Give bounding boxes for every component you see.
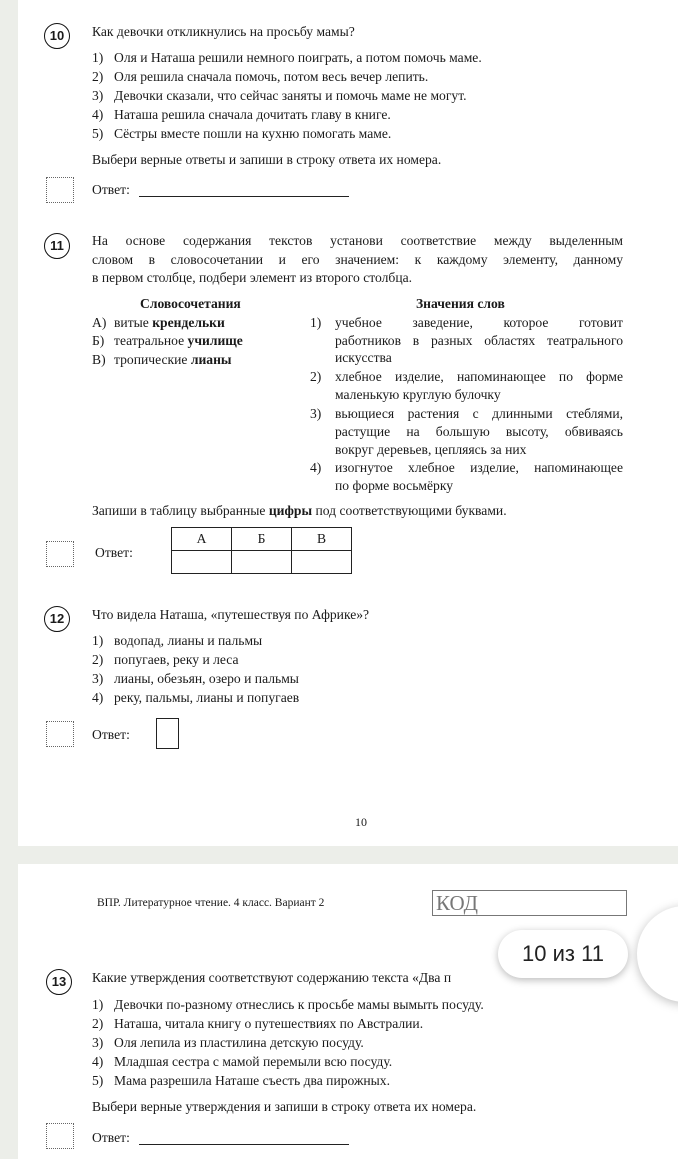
answer-cell-a[interactable] — [172, 551, 232, 574]
answer-line[interactable] — [139, 1144, 349, 1145]
question-11-text-line: словом в словосочетании и его значением: к каждому элементу, данному — [92, 252, 623, 267]
score-box — [46, 177, 74, 203]
answer-box[interactable] — [156, 718, 179, 749]
question-number-13: 13 — [46, 969, 72, 995]
option: 5) Сёстры вместе пошли на кухню помогать маме. — [92, 126, 392, 141]
answer-cell-v[interactable] — [292, 551, 352, 574]
meaning-number: 1) — [310, 315, 322, 330]
answer-table — [171, 527, 352, 574]
phrase-item: А) витые крендельки — [92, 315, 225, 330]
code-field[interactable]: КОД — [432, 890, 627, 916]
table-header-b: Б — [232, 528, 292, 551]
answer-line[interactable] — [139, 196, 349, 197]
table-header-a: А — [172, 528, 232, 551]
answer-label: Ответ: — [92, 727, 130, 742]
answer-label: Ответ: — [92, 182, 130, 197]
option: 3) Девочки сказали, что сейчас заняты и помочь маме не могут. — [92, 88, 467, 103]
question-number-12: 12 — [44, 606, 70, 632]
meaning-number: 2) — [310, 369, 322, 384]
page-header: ВПР. Литературное чтение. 4 класс. Вариант 2 — [97, 897, 325, 909]
question-11-text-line: в первом столбце, подбери элемент из второго столбца. — [92, 270, 413, 285]
page-indicator: 10 из 11 — [498, 930, 628, 978]
phrase-item: Б) театральное училище — [92, 333, 243, 348]
question-10-instruction: Выбери верные ответы и запиши в строку ответа их номера. — [92, 152, 442, 167]
column-header-meanings: Значения слов — [416, 296, 505, 311]
option: 2) Оля решила сначала помочь, потом весь вечер лепить. — [92, 69, 429, 84]
option: 3) Оля лепила из пластилина детскую посуду. — [92, 1035, 364, 1050]
column-header-phrases: Словосочетания — [140, 296, 241, 311]
phrase-item: В) тропические лианы — [92, 352, 232, 367]
meaning-line: вокруг деревьев, цепляясь за них — [335, 442, 527, 457]
option: 1) Девочки по-разному отнеслись к просьбе мамы вымыть посуду. — [92, 997, 484, 1012]
meaning-line: маленькую круглую булочку — [335, 387, 501, 402]
answer-label: Ответ: — [92, 1130, 130, 1145]
option: 4) Наташа решила сначала дочитать главу в книге. — [92, 107, 391, 122]
option: 1) Оля и Наташа решили немного поиграть, а потом помочь маме. — [92, 50, 482, 65]
option: 3) лианы, обезьян, озеро и пальмы — [92, 671, 299, 686]
option: 1) водопад, лианы и пальмы — [92, 633, 263, 648]
meaning-line: учебное заведение, которое готовит — [335, 315, 623, 330]
score-box — [46, 541, 74, 567]
option: 2) попугаев, реку и леса — [92, 652, 239, 667]
question-12-text: Что видела Наташа, «путешествуя по Африке»? — [92, 607, 370, 622]
answer-label: Ответ: — [95, 545, 133, 560]
meaning-line: работников в разных областях театрального — [335, 333, 623, 348]
question-11-instruction: Запиши в таблицу выбранные цифры под соответствующими буквами. — [92, 503, 507, 518]
meaning-number: 3) — [310, 406, 322, 421]
option: 4) Младшая сестра с мамой перемыли всю посуду. — [92, 1054, 393, 1069]
question-13-text: Какие утверждения соответствуют содержанию текста «Два п — [92, 970, 452, 985]
option: 5) Мама разрешила Наташе съесть два пирожных. — [92, 1073, 390, 1088]
meaning-line: по форме восьмёрку — [335, 478, 454, 493]
score-box — [46, 721, 74, 747]
question-11-text-line: На основе содержания текстов установи соответствие между выделенным — [92, 233, 623, 248]
page-number: 10 — [355, 815, 367, 829]
meaning-line: искусства — [335, 350, 392, 365]
page-sheet-2 — [18, 864, 678, 1159]
question-number-10: 10 — [44, 23, 70, 49]
table-header-v: В — [292, 528, 352, 551]
question-number-11: 11 — [44, 233, 70, 259]
question-13-instruction: Выбери верные утверждения и запиши в строку ответа их номера. — [92, 1099, 477, 1114]
meaning-line: хлебное изделие, напоминающее по форме — [335, 369, 623, 384]
meaning-line: растущие на большую высоту, обвиваясь — [335, 424, 623, 439]
score-box — [46, 1123, 74, 1149]
question-10-text: Как девочки откликнулись на просьбу мамы? — [92, 24, 355, 39]
meaning-number: 4) — [310, 460, 322, 475]
option: 4) реку, пальмы, лианы и попугаев — [92, 690, 300, 705]
meaning-line: изогнутое хлебное изделие, напоминающее — [335, 460, 623, 475]
option: 2) Наташа, читала книгу о путешествиях по Австралии. — [92, 1016, 424, 1031]
answer-cell-b[interactable] — [232, 551, 292, 574]
meaning-line: вьющиеся растения с длинными стеблями, — [335, 406, 623, 421]
page-sheet-1 — [18, 0, 678, 846]
